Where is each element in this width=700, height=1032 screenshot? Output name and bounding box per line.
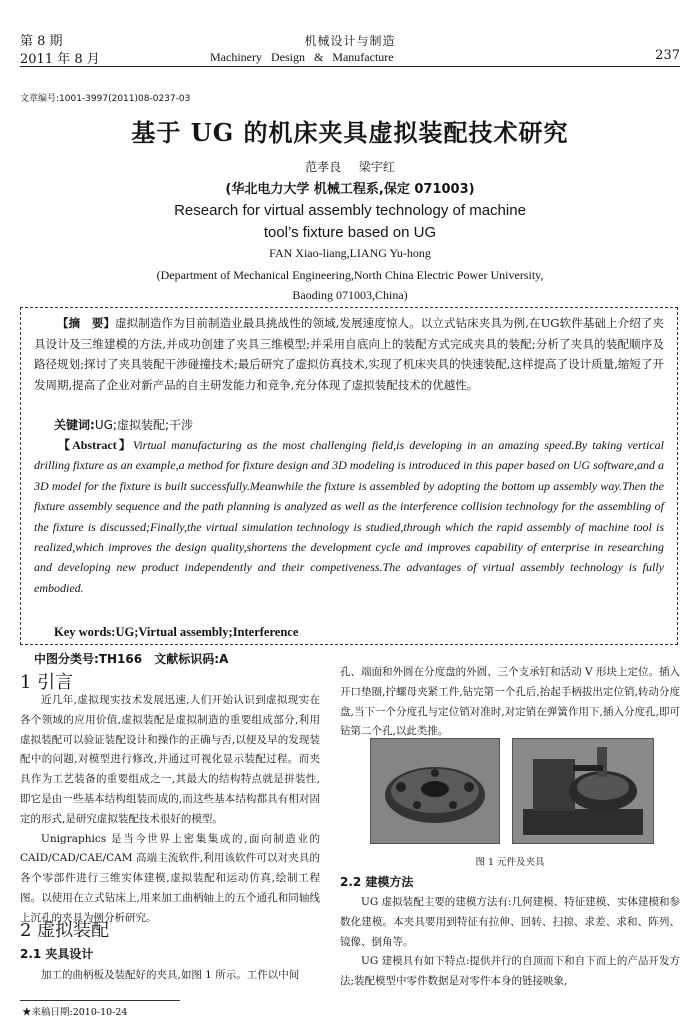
subsection-2-2-paragraph: UG 虚拟装配主要的建模方法有:几何建模、特征建模、实体建模和参数化建模。本夹具要用到特征有拉伸、回转、扫掠、求差、求和、阵列、镜像、倒角等。	[340, 896, 680, 948]
keywords-cn-label: 关键词:	[54, 418, 95, 432]
section-1-paragraph: Unigraphics 是当今世界上密集集成的,面向制造业的 CAID/CAD/CAE/CAM 高端主流软件,利用该软件可以对夹具的各个零部件进行三维实体建模,虚拟装配和运动仿真,绘制工程图。以使用在立式钻床上,用来加工曲柄轴上的五个通孔和同轴线上沉孔的夹具为例分析研究。	[20, 832, 320, 924]
paper-title-cn: 基于 UG 的机床夹具虚拟装配技术研究	[131, 118, 569, 147]
subsection-2-1-paragraph: 加工的曲柄板及装配好的夹具,如图 1 所示。工件以中间	[41, 969, 300, 981]
abstract-en	[34, 435, 664, 598]
section-1-paragraph: 近几年,虚拟现实技术发展迅速,人们开始认识到虚拟现实在各个领域的应用价值,虚拟装配是虚拟制造的重要组成部分,利用虚拟装配可以验证装配设计和操作的正确与否,以便及早的发现装配中的问题,对模型进行修改,并通过可视化显示装配过程。而夹具作为工艺装备的重要组成之一,其最大的结构特点就是拼装性,即它是由一些基本结构组装而成的,而这些基本结构都具有相对固定的形式,是研究虚拟装配技术很好的模型。	[20, 694, 320, 825]
running-header	[20, 30, 680, 86]
subsection-2-2-body	[340, 893, 680, 992]
affiliation-cn: (华北电力大学 机械工程系,保定 071003)	[225, 182, 475, 197]
section-1-body	[20, 691, 320, 929]
affiliation-en-line-2: Baoding 071003,China)	[292, 288, 408, 302]
affiliation-en	[0, 265, 700, 305]
page-number: 237	[655, 48, 680, 63]
issue-number: 第 8 期	[20, 34, 63, 49]
figure-1-caption: 图 1 元件及夹具	[475, 857, 545, 868]
subsection-2-1-body	[20, 966, 320, 986]
keywords-en-label: Key words:	[54, 625, 116, 639]
journal-name-cn: 机械设计与制造	[304, 34, 396, 48]
right-column-top-text	[340, 663, 680, 742]
title-en-line-1: Research for virtual assembly technology of machine	[174, 202, 526, 219]
paper-title-en	[0, 200, 700, 244]
fixture-base-shape	[523, 809, 643, 835]
keywords-en	[54, 625, 298, 640]
clc-number: 中图分类号:TH166	[34, 652, 143, 666]
received-date-footnote: ★来稿日期:2010-10-24	[22, 1007, 128, 1018]
affiliation-en-line-1: (Department of Mechanical Engineering,North China Electric Power University,	[156, 268, 544, 282]
journal-name-en: Machinery Design & Manufacture	[210, 50, 394, 64]
continued-paragraph: 孔、端面和外圆在分度盘的外圆、三个支承钉和活动 V 形块上定位。插入开口垫圈,拧螺母夹紧工件,钻完第一个孔后,抬起手柄拔出定位销,转动分度盘,当下一个分度孔与定位销对准时,对定销在弹簧作用下,插入分度孔,即可钻第二个孔,以此类推。	[340, 666, 680, 738]
header-rule	[20, 66, 680, 67]
figure-1-fixture-photo	[512, 738, 654, 844]
document-code: 文献标识码:A	[154, 652, 229, 666]
abstract-en-label: 【Abstract】	[58, 438, 133, 452]
authors-cn: 范孝良 梁宇红	[305, 160, 395, 174]
subsection-2-2-heading: 2.2 建模方法	[340, 875, 414, 889]
article-number: 文章编号:1001-3997(2011)08-0237-03	[20, 94, 191, 104]
section-2-heading: 2 虚拟装配	[20, 920, 110, 941]
authors-en: FAN Xiao-liang,LIANG Yu-hong	[269, 246, 431, 260]
abstract-cn-text: 虚拟制造作为目前制造业最具挑战性的领域,发展速度惊人。以立式钻床夹具为例,在UG软件基础上介绍了夹具设计及三维建模的方法,并成功创建了夹具三维模型;并采用自底向上的装配方式完成夹具的装配;分析了夹具的装配顺序及路径规划;探讨了夹具装配干涉碰撞技术;最后研究了虚拟仿真技术,实现了机床夹具的快速装配,这样提高了设计质量,缩短了开发周期,提高了企业对新产品的自主研发能力和竞争,充分体现了虚拟装配技术的优越性。	[34, 316, 665, 392]
keywords-en-text: UG;Virtual assembly;Interference	[115, 625, 299, 639]
abstract-cn-label: 【摘 要】	[57, 316, 116, 330]
title-en-line-2: tool’s fixture based on UG	[263, 224, 437, 241]
keywords-cn-text: UG;虚拟装配;干涉	[94, 418, 193, 432]
subsection-2-2-paragraph: UG 建模具有如下特点:提供并行的自顶而下和自下而上的产品开发方法;装配模型中零件数据是对零件本身的链接映象,	[340, 955, 680, 988]
abstract-en-text: Virtual manufacturing as the most challenging field,is developing in an amazing speed.By taking vertical drilling fixture as an example,a method for fixture design and 3D modeling is introduced in this paper based on UG software,and a 3D model for the fixture is built successfully.Meanwhile the fixture is assembled by adopting the bottom up assembly way.Then the fixture assembly sequence and the path planning is analyzed as well as the interference collision technology for the assembling of the fixture is discussed;Finally,the virtual simulation technology is studied,through which the rapid assembly of machine tool is realized,which improves the design quality,shortens the development cycle and improves capability of enterprise in researching and developing new product independently and their competiveness.The advantages of virtual assembly technology is fully embodied.	[34, 438, 664, 595]
classification-line	[34, 650, 228, 667]
issue-date: 2011 年 8 月	[20, 52, 100, 67]
abstract-cn	[34, 313, 664, 395]
keywords-cn	[54, 416, 193, 433]
figure-1-workpiece-photo	[370, 738, 500, 844]
subsection-2-1-heading: 2.1 夹具设计	[20, 947, 94, 961]
footnote-rule	[20, 1000, 180, 1001]
section-1-heading: 1 引言	[20, 672, 74, 693]
